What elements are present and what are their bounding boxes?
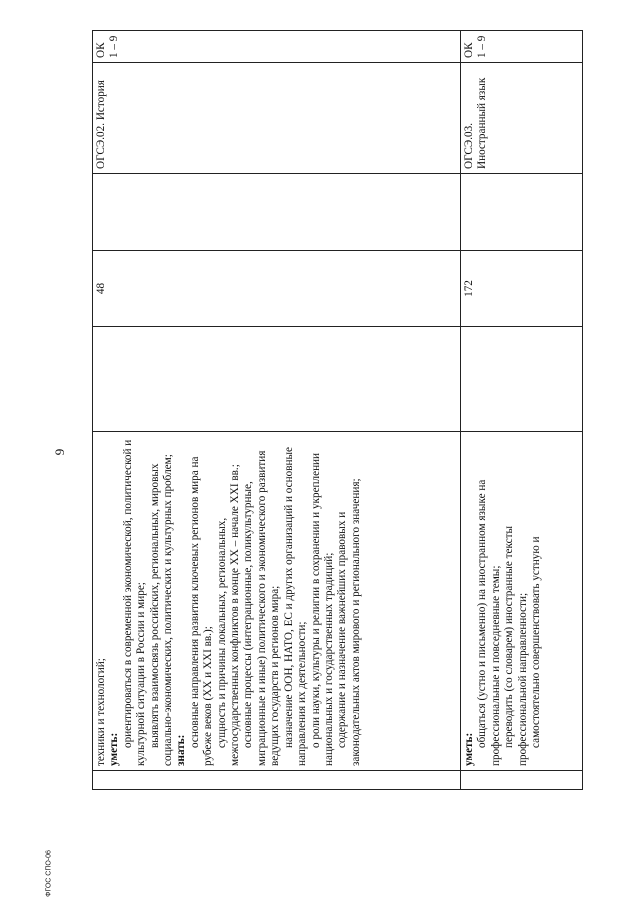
curriculum-table-rotated xyxy=(92,30,582,790)
content-line: уметь: xyxy=(463,732,475,766)
content-line: выявлять взаимосвязь российских, региональных, мировых социально-экономических, политических и культурных проблем; xyxy=(148,454,175,766)
hours-cell: 172 xyxy=(461,251,583,327)
content-line: техники и технологий; xyxy=(95,658,107,766)
content-line: знать: xyxy=(175,734,188,766)
content-line: основные процессы (интеграционные, поликультурные, миграционные и иные) политического и экономического развития ведущих государств и регионов мира; xyxy=(242,450,282,766)
footer-code: ФГОС СПО-06 xyxy=(45,850,53,897)
empty-cell xyxy=(93,174,461,251)
discipline-cell: ОГСЭ.03. Иностранный язык xyxy=(461,63,583,174)
content-cell xyxy=(461,432,583,771)
competencies-cell: ОК 1 – 9 xyxy=(461,31,583,63)
content-line: сущность и причины локальных, региональных, межгосударственных конфликтов в конце XX – начале XXI вв.; xyxy=(215,464,242,766)
hours-cell: 48 xyxy=(93,251,461,327)
content-line: переводить (со словарем) иностранные тексты профессиональной направленности; xyxy=(503,526,529,766)
index-cell xyxy=(461,771,583,790)
content-line: общаться (устно и письменно) на иностранном языке на профессиональные и повседневные темы; xyxy=(476,479,502,766)
content-line: содержание и назначение важнейших правовых и законодательных актов мирового и регионального значения; xyxy=(336,478,362,766)
index-cell xyxy=(93,771,461,790)
content-line: уметь: xyxy=(108,732,121,766)
table-row xyxy=(461,31,583,790)
table-row xyxy=(93,31,461,790)
content-line: ориентироваться в современной экономической, политической и культурной ситуации в России и мире; xyxy=(121,439,148,766)
discipline-cell: ОГСЭ.02. История xyxy=(93,63,461,174)
content-cell xyxy=(93,432,461,771)
competencies-cell: ОК 1 – 9 xyxy=(93,31,461,63)
empty-cell xyxy=(461,327,583,432)
content-line: самостоятельно совершенствовать устную и xyxy=(530,536,543,748)
empty-cell xyxy=(461,174,583,251)
content-line: о роли науки, культуры и религии в сохранении и укреплении национальных и государственных традиций; xyxy=(309,452,335,766)
content-line: назначение ООН, НАТО, ЕС и других организаций и основные направления их деятельности; xyxy=(282,447,309,766)
curriculum-table xyxy=(92,30,583,790)
page-number: 9 xyxy=(52,448,67,456)
empty-cell xyxy=(93,327,461,432)
content-line: основные направления развития ключевых регионов мира на рубеже веков (XX и XXI вв.); xyxy=(188,456,215,766)
